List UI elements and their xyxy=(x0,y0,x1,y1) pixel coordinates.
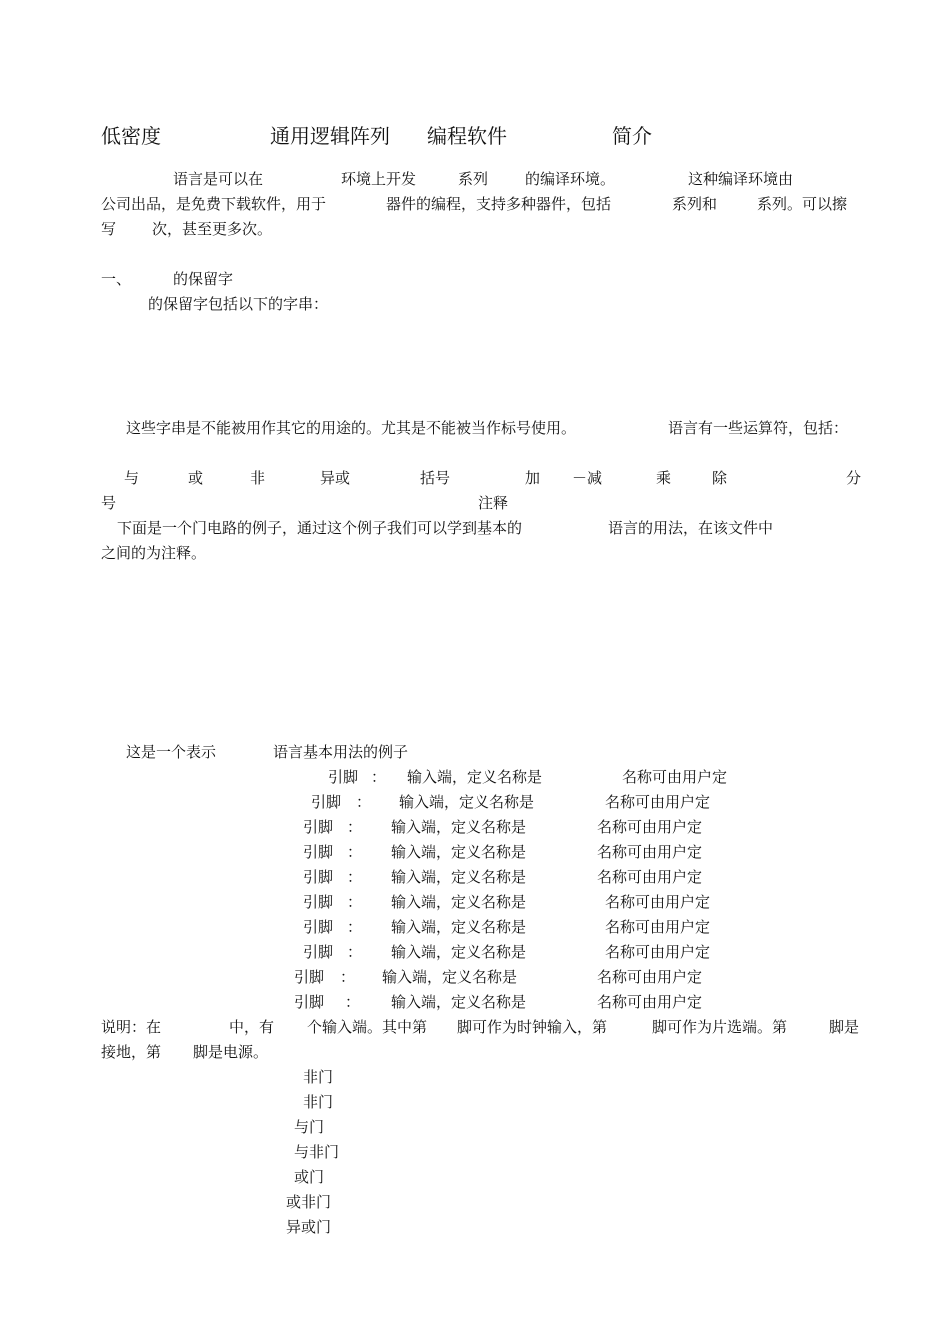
example-intro: 之间的为注释。 xyxy=(101,544,207,562)
operator-add: 加 xyxy=(525,469,541,487)
example-heading: 语言基本用法的例子 xyxy=(273,743,409,761)
gate-xor: 异或门 xyxy=(286,1218,332,1236)
explanation-text: 脚可作为片选端。第 xyxy=(652,1018,788,1036)
pin-note: 名称可由用户定 xyxy=(605,793,711,811)
pin-desc: 输入端，定义名称是 xyxy=(399,793,535,811)
operator-paren: 括号 xyxy=(420,469,451,487)
intro-text: 公司出品，是免费下载软件，用于 xyxy=(101,195,327,213)
explanation-text: 脚是 xyxy=(829,1018,860,1036)
intro-text: 系列和 xyxy=(672,195,718,213)
example-heading: 这是一个表示 xyxy=(126,743,217,761)
pin-note: 名称可由用户定 xyxy=(605,893,711,911)
intro-text: 环境上开发 xyxy=(341,170,417,188)
pin-note: 名称可由用户定 xyxy=(597,968,703,986)
operator-mul: 乘 xyxy=(656,469,672,487)
pin-colon: ： xyxy=(347,943,363,961)
intro-text: 器件的编程，支持多种器件，包括 xyxy=(386,195,612,213)
gate-not-2: 非门 xyxy=(303,1093,334,1111)
intro-text: 系列 xyxy=(458,170,489,188)
pin-label: 引脚 xyxy=(328,768,359,786)
reserved-note: 语言有一些运算符，包括： xyxy=(668,419,849,437)
explanation-text: 脚是电源。 xyxy=(193,1043,269,1061)
intro-text: 的编译环境。 xyxy=(525,170,616,188)
pin-note: 名称可由用户定 xyxy=(597,993,703,1011)
title-part-1: 低密度 xyxy=(101,124,161,148)
explanation-text: 中，有 xyxy=(229,1018,275,1036)
operator-and: 与 xyxy=(124,469,140,487)
gate-nor: 或非门 xyxy=(286,1193,332,1211)
pin-note: 名称可由用户定 xyxy=(605,943,711,961)
pin-label: 引脚 xyxy=(303,918,334,936)
intro-text: 语言是可以在 xyxy=(173,170,264,188)
pin-desc: 输入端，定义名称是 xyxy=(382,968,518,986)
pin-colon: ： xyxy=(356,793,372,811)
intro-text: 次，甚至更多次。 xyxy=(152,220,273,238)
explanation-text: 接地，第 xyxy=(101,1043,162,1061)
gate-not-1: 非门 xyxy=(303,1068,334,1086)
reserved-note: 这些字串是不能被用作其它的用途的。尤其是不能被当作标号使用。 xyxy=(126,419,577,437)
intro-text: 系列。可以擦 xyxy=(757,195,848,213)
pin-label: 引脚 xyxy=(303,943,334,961)
pin-desc: 输入端，定义名称是 xyxy=(391,918,527,936)
pin-label: 引脚 xyxy=(294,968,325,986)
pin-colon: ： xyxy=(345,993,361,1011)
pin-label: 引脚 xyxy=(294,993,325,1011)
pin-desc: 输入端，定义名称是 xyxy=(391,843,527,861)
pin-desc: 输入端，定义名称是 xyxy=(391,868,527,886)
pin-label: 引脚 xyxy=(303,818,334,836)
pin-note: 名称可由用户定 xyxy=(597,818,703,836)
pin-label: 引脚 xyxy=(303,893,334,911)
intro-text: 这种编译环境由 xyxy=(688,170,794,188)
pin-colon: ： xyxy=(347,893,363,911)
pin-desc: 输入端，定义名称是 xyxy=(391,893,527,911)
pin-label: 引脚 xyxy=(303,843,334,861)
pin-note: 名称可由用户定 xyxy=(622,768,728,786)
pin-desc: 输入端，定义名称是 xyxy=(391,818,527,836)
operator-or: 或 xyxy=(188,469,204,487)
title-part-2: 通用逻辑阵列 xyxy=(270,124,390,148)
example-intro: 语言的用法，在该文件中 xyxy=(608,519,774,537)
section-heading: 的保留字 xyxy=(173,270,234,288)
gate-or: 或门 xyxy=(294,1168,325,1186)
pin-colon: ： xyxy=(347,818,363,836)
gate-nand: 与非门 xyxy=(294,1143,340,1161)
operator-div: 除 xyxy=(712,469,728,487)
operator-xor: 异或 xyxy=(320,469,351,487)
pin-note: 名称可由用户定 xyxy=(597,843,703,861)
operator-sub: －减 xyxy=(572,469,603,487)
example-intro: 下面是一个门电路的例子，通过这个例子我们可以学到基本的 xyxy=(117,519,523,537)
pin-colon: ： xyxy=(347,868,363,886)
pin-colon: ： xyxy=(371,768,387,786)
pin-note: 名称可由用户定 xyxy=(597,868,703,886)
operator-comment: 注释 xyxy=(478,494,509,512)
pin-desc: 输入端，定义名称是 xyxy=(391,943,527,961)
pin-desc: 输入端，定义名称是 xyxy=(407,768,543,786)
explanation-text: 脚可作为时钟输入，第 xyxy=(457,1018,608,1036)
intro-text: 写 xyxy=(101,220,117,238)
operator-hao: 号 xyxy=(101,494,117,512)
section-number: 一、 xyxy=(101,270,132,288)
title-part-4: 简介 xyxy=(612,124,652,148)
pin-colon: ： xyxy=(340,968,356,986)
pin-label: 引脚 xyxy=(303,868,334,886)
pin-colon: ： xyxy=(347,918,363,936)
pin-colon: ： xyxy=(347,843,363,861)
section-description: 的保留字包括以下的字串： xyxy=(148,295,329,313)
operator-fen: 分 xyxy=(846,469,862,487)
pin-desc: 输入端，定义名称是 xyxy=(391,993,527,1011)
explanation-text: 个输入端。其中第 xyxy=(307,1018,428,1036)
operator-not: 非 xyxy=(250,469,266,487)
gate-and: 与门 xyxy=(294,1118,325,1136)
explanation-text: 说明：在 xyxy=(101,1018,162,1036)
pin-label: 引脚 xyxy=(311,793,342,811)
pin-note: 名称可由用户定 xyxy=(605,918,711,936)
title-part-3: 编程软件 xyxy=(427,124,507,148)
